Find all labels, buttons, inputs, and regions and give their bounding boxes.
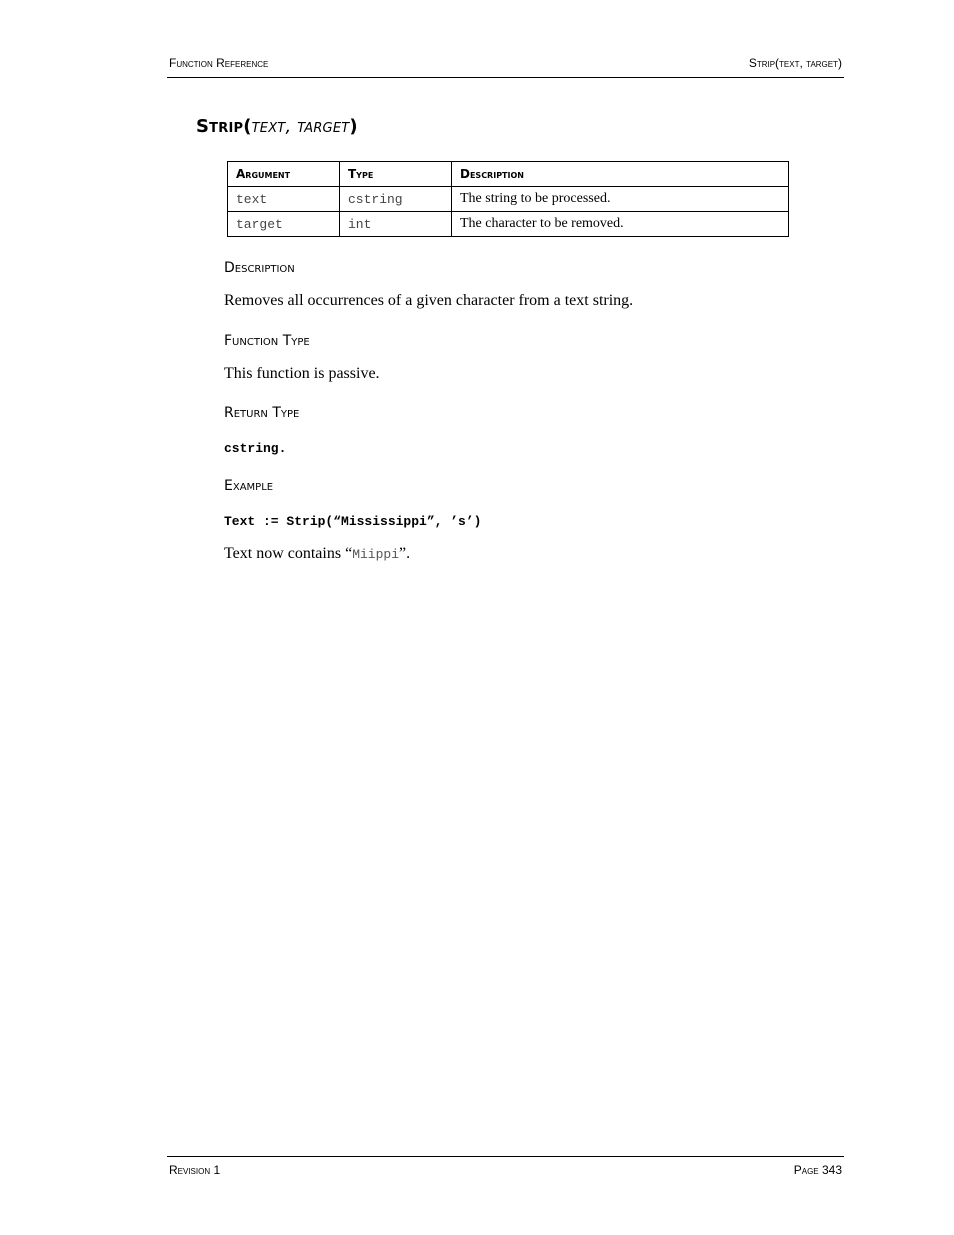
column-header-description: Description [452, 162, 789, 187]
return-type-heading: Return Type [224, 405, 300, 421]
function-type-heading: Function Type [224, 333, 310, 349]
argument-name: target [228, 212, 340, 237]
header-section-title: Function Reference [169, 56, 269, 70]
table-header-row [228, 162, 789, 187]
example-heading: Example [224, 478, 274, 494]
column-header-argument: Argument [228, 162, 340, 187]
argument-description: The string to be processed. [452, 187, 789, 212]
description-heading: Description [224, 260, 295, 276]
table-row [228, 212, 789, 237]
description-text: Removes all occurrences of a given character from a text string. [224, 292, 634, 309]
footer-page-number: Page 343 [793, 1163, 842, 1177]
arguments-table [227, 161, 789, 237]
page-footer [167, 1156, 844, 1177]
title-function-name: Strip( [196, 116, 252, 137]
column-header-type: Type [340, 162, 452, 187]
table-row [228, 187, 789, 212]
example-result-prefix: Text now contains “ [224, 545, 353, 562]
page-title [196, 116, 358, 137]
page-header [167, 55, 844, 78]
title-close-paren: ) [349, 116, 358, 137]
return-type-text: cstring. [224, 441, 287, 456]
example-result-value: Miippi [352, 547, 399, 562]
example-code: Text := Strip(“Mississippi”, ’s’) [224, 514, 482, 529]
title-arguments: text, target [251, 116, 350, 137]
function-type-text: This function is passive. [224, 365, 380, 382]
argument-type: cstring [340, 187, 452, 212]
example-result [224, 545, 410, 563]
footer-revision: Revision 1 [169, 1163, 221, 1177]
argument-description: The character to be removed. [452, 212, 789, 237]
argument-type: int [340, 212, 452, 237]
example-result-suffix: ”. [399, 545, 411, 562]
argument-name: text [228, 187, 340, 212]
header-function-name: Strip(text, target) [748, 56, 842, 70]
